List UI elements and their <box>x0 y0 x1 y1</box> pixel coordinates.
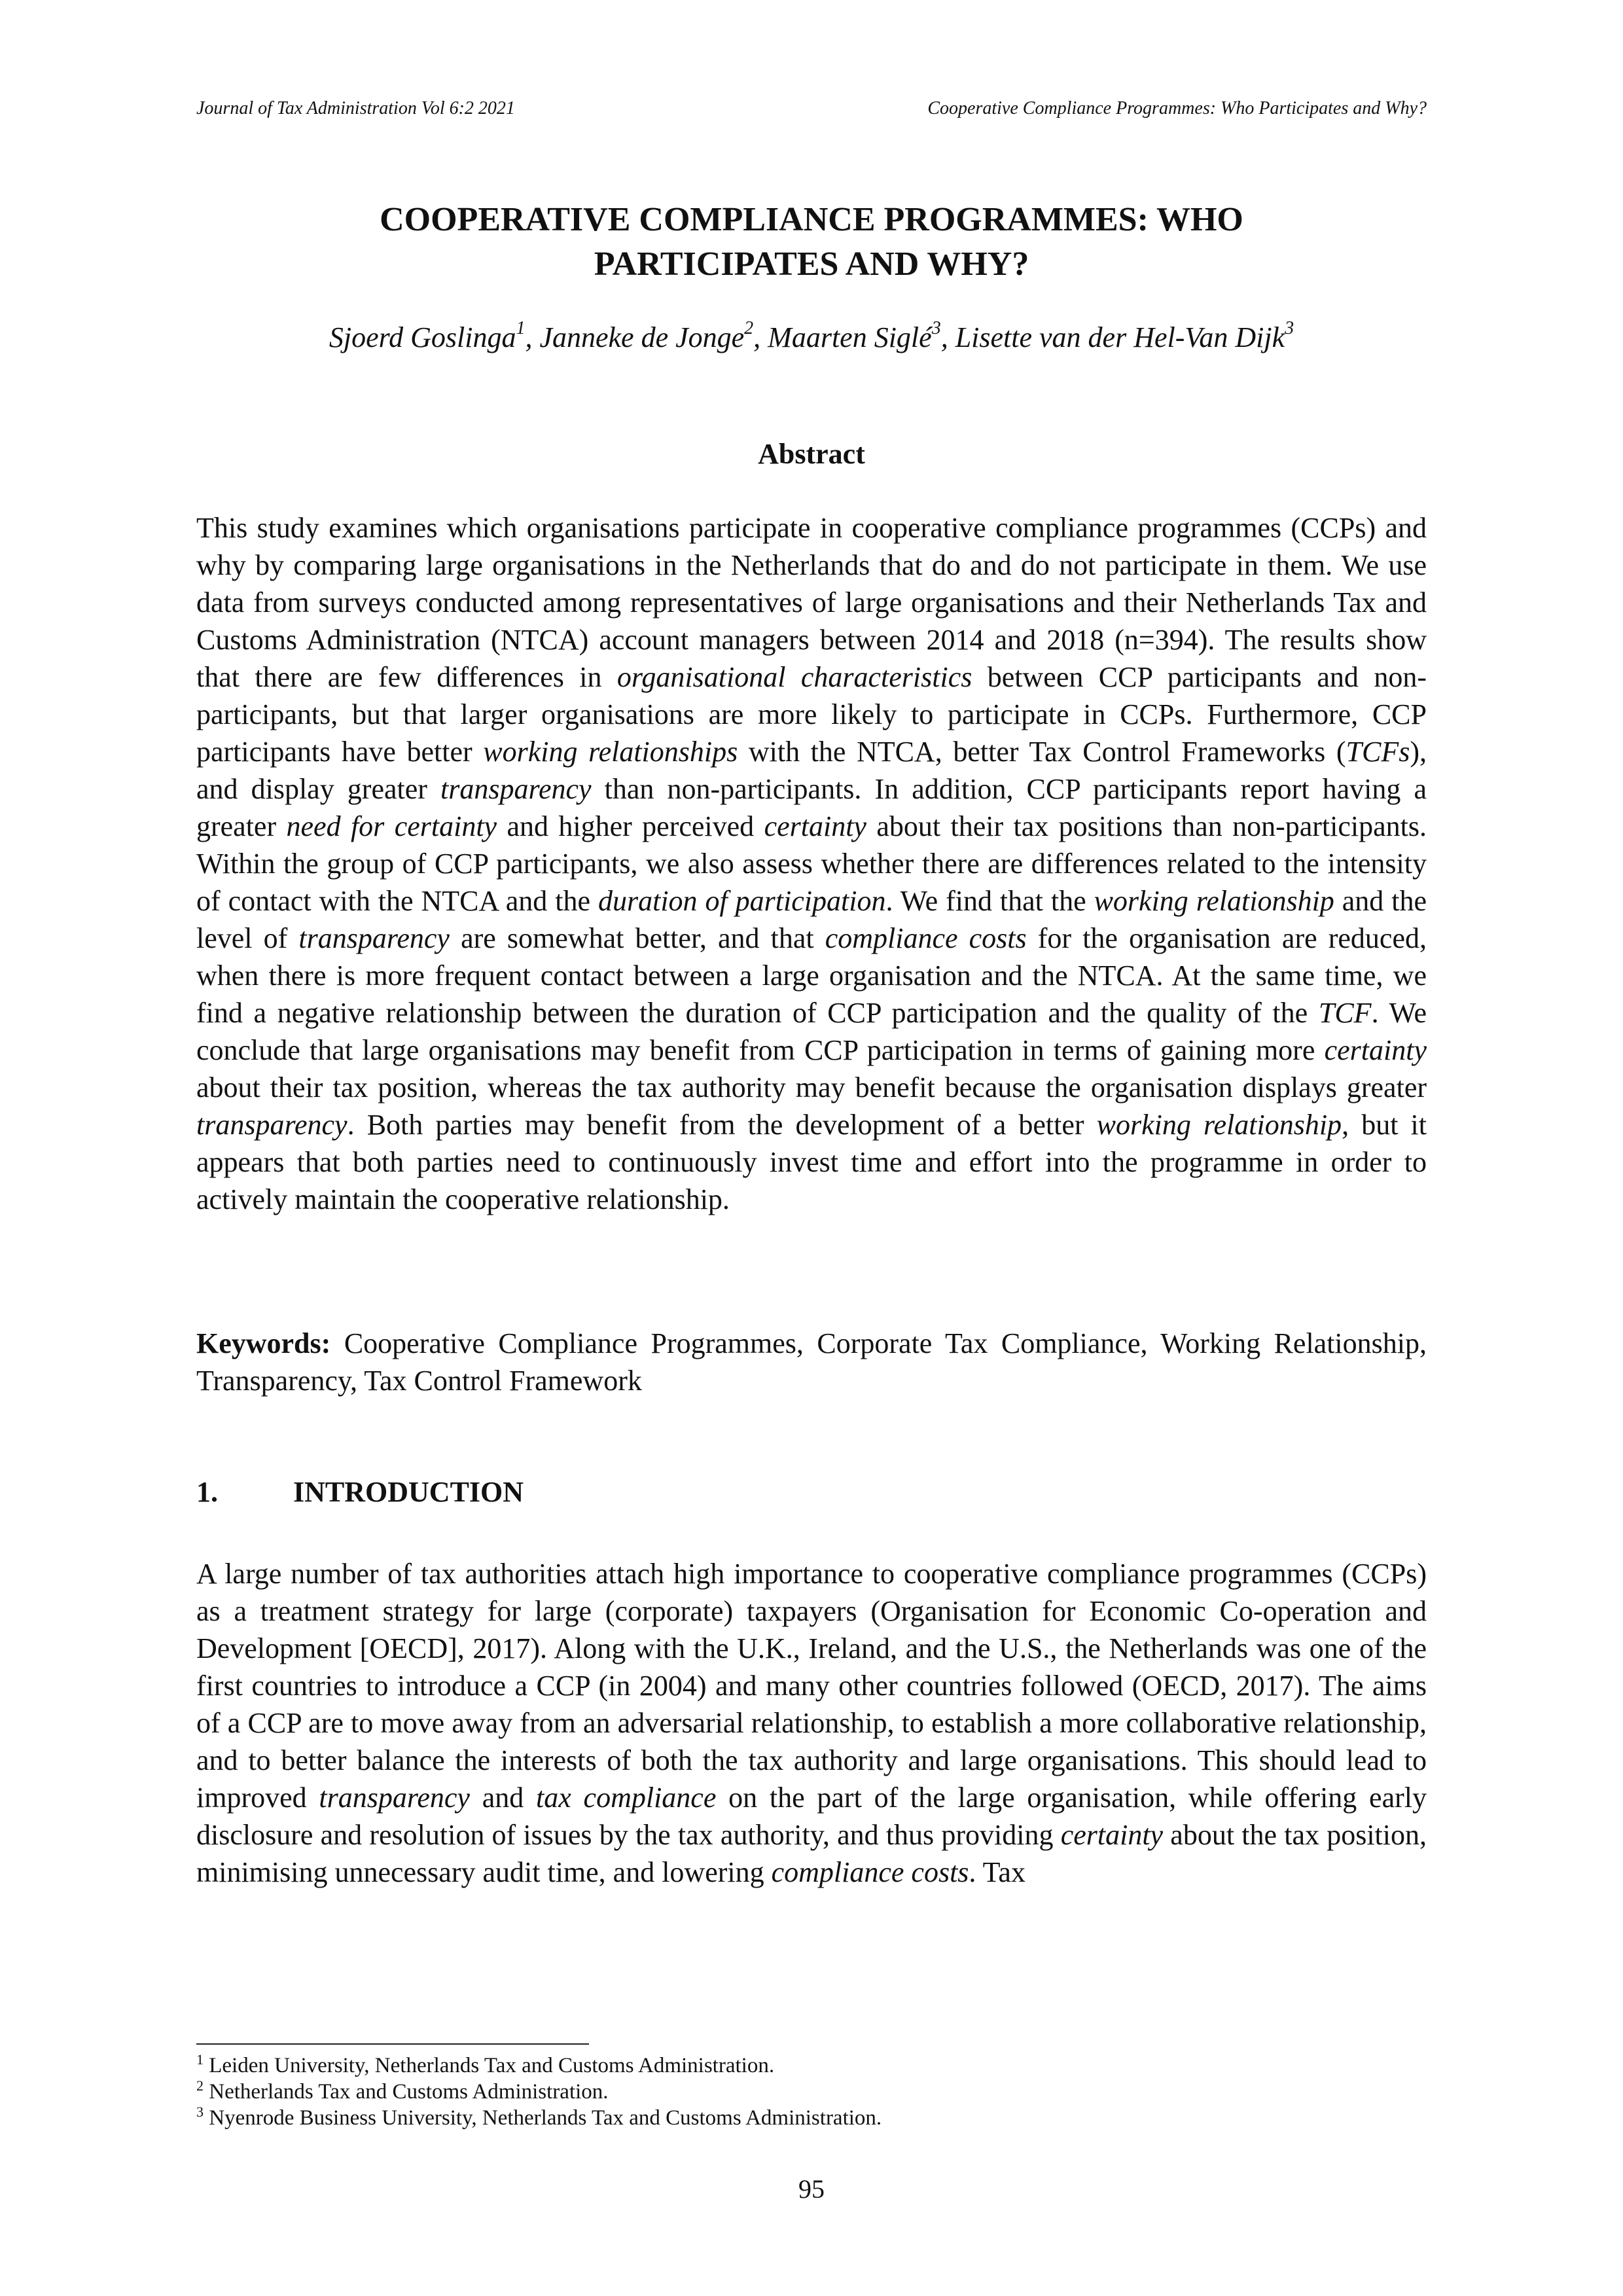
text-run: . We find that the <box>885 885 1094 917</box>
author <box>329 318 540 353</box>
footnote-marker: 1 <box>196 2051 204 2068</box>
footnote-text: Leiden University, Netherlands Tax and Customs Administration. <box>204 2054 775 2077</box>
text-run: , but it appears that both parties need to continuously invest time and effort into the programme in order to actively maintain the cooperative relationship. <box>196 1109 1427 1215</box>
emphasis-text: transparency <box>298 922 450 954</box>
emphasis-text: certainty <box>1324 1034 1427 1066</box>
author <box>768 318 955 353</box>
footnote-marker: 3 <box>196 2104 204 2120</box>
keywords-label: Keywords: <box>196 1327 331 1359</box>
keywords-text: Cooperative Compliance Programmes, Corporate Tax Compliance, Working Relationship, Transparency, Tax Control Framework <box>196 1327 1427 1397</box>
emphasis-text: working relationships <box>483 736 738 768</box>
text-run: between CCP participants and non-participants, but that larger organisations are more likely to participate in CCPs. Furthermore, CCP participants have better <box>196 661 1427 768</box>
emphasis-text: certainty <box>1060 1819 1164 1851</box>
journal-name: Journal of Tax Administration Vol 6:2 2021 <box>196 98 515 118</box>
footnote-text: Nyenrode Business University, Netherlands Tax and Customs Administration. <box>204 2106 882 2130</box>
emphasis-text: need for certainty <box>286 810 497 842</box>
author-list <box>196 319 1427 356</box>
author-name: Janneke de Jonge <box>539 321 745 353</box>
text-run: about their tax positions than non-participants. Within the group of CCP participants, we also assess whether there are differences related to the intensity of contact with the NTCA and the <box>196 810 1427 917</box>
text-run: with the NTCA, better Tax Control Frameworks ( <box>738 736 1346 768</box>
title-line-2: PARTICIPATES AND WHY? <box>594 245 1029 283</box>
text-run: . Tax <box>969 1856 1026 1888</box>
emphasis-text: transparency <box>196 1109 348 1141</box>
text-run: and <box>469 1782 537 1814</box>
author-affiliation-marker: 3 <box>1285 318 1294 338</box>
author-separator: , <box>940 321 955 353</box>
footnote-divider <box>196 2043 589 2045</box>
section-title: INTRODUCTION <box>293 1476 524 1508</box>
text-run: are somewhat better, and that <box>449 922 825 954</box>
footnote <box>196 2079 1427 2105</box>
text-run: than non-participants. In addition, CCP participants report having a greater <box>196 773 1427 842</box>
emphasis-text: organisational characteristics <box>616 661 972 693</box>
author-name: Maarten Siglé <box>768 321 932 353</box>
text-run: about their tax position, whereas the tax authority may benefit because the organisation displays greater <box>196 1071 1427 1103</box>
introduction-body <box>196 1555 1427 1891</box>
emphasis-text: working relationship <box>1094 885 1334 917</box>
author-affiliation-marker: 2 <box>744 318 754 338</box>
running-title: Cooperative Compliance Programmes: Who Participates and Why? <box>927 98 1427 118</box>
abstract-heading: Abstract <box>758 438 865 470</box>
emphasis-text: transparency <box>319 1782 470 1814</box>
author-name: Sjoerd Goslinga <box>329 321 516 353</box>
abstract-body <box>196 509 1427 1218</box>
text-run: . We conclude that large organisations may benefit from CCP participation in terms of gaining more <box>196 997 1427 1066</box>
text-run: on the part of the large organisation, while offering early disclosure and resolution of issues by the tax authority, and thus providing <box>196 1782 1427 1851</box>
text-run: ), and display greater <box>196 736 1427 805</box>
page-number: 95 <box>798 2174 825 2204</box>
emphasis-text: TCFs <box>1346 736 1410 768</box>
author <box>539 318 768 353</box>
section-heading <box>196 1474 1427 1511</box>
emphasis-text: duration of participation <box>597 885 886 917</box>
emphasis-text: TCF <box>1318 997 1372 1029</box>
emphasis-text: transparency <box>440 773 592 805</box>
keywords <box>196 1325 1427 1399</box>
emphasis-text: compliance costs <box>825 922 1027 954</box>
emphasis-text: compliance costs <box>771 1856 969 1888</box>
footnote-marker: 2 <box>196 2077 204 2094</box>
text-run: A large number of tax authorities attach high importance to cooperative compliance programmes (CCPs) as a treatment strategy for large (corporate) taxpayers (Organisation for Economic Co-operation and Development [OECD], 2017). Along with the U.K., Ireland, and the U.S., the Netherlands was one of the first countries to introduce a CCP (in 2004) and many other countries followed (OECD, 2017). The aims of a CCP are to move away from an adversarial relationship, to establish a more collaborative relationship, and to better balance the interests of both the tax authority and large organisations. This should lead to improved <box>196 1558 1427 1814</box>
text-run: This study examines which organisations participate in cooperative compliance programmes (CCPs) and why by comparing large organisations in the Netherlands that do and do not participate in them. We use data from surveys conducted among representatives of large organisations and their Netherlands Tax and Customs Administration (NTCA) account managers between 2014 and 2018 (n=394). The results show that there are few differences in <box>196 512 1427 693</box>
emphasis-text: working relationship <box>1096 1109 1342 1141</box>
title-line-1: COOPERATIVE COMPLIANCE PROGRAMMES: WHO <box>380 201 1243 238</box>
section-number: 1. <box>196 1476 218 1508</box>
text-run: . Both parties may benefit from the development of a better <box>347 1109 1097 1141</box>
footnote <box>196 2053 1427 2079</box>
footnote-text: Netherlands Tax and Customs Administration. <box>204 2080 609 2104</box>
text-run: about the tax position, minimising unnecessary audit time, and lowering <box>196 1819 1427 1888</box>
article-title <box>196 198 1427 287</box>
author <box>955 318 1294 353</box>
text-run: for the organisation are reduced, when there is more frequent contact between a large organisation and the NTCA. At the same time, we find a negative relationship between the duration of CCP participation and the quality of the <box>196 922 1427 1029</box>
text-run: and higher perceived <box>497 810 764 842</box>
author-separator: , <box>525 321 540 353</box>
emphasis-text: certainty <box>764 810 866 842</box>
footnotes <box>196 2053 1427 2131</box>
text-run: and the level of <box>196 885 1427 954</box>
author-affiliation-marker: 3 <box>931 318 941 338</box>
running-header <box>196 97 1427 120</box>
emphasis-text: tax compliance <box>536 1782 717 1814</box>
footnote <box>196 2105 1427 2131</box>
author-affiliation-marker: 1 <box>516 318 526 338</box>
author-name: Lisette van der Hel-Van Dijk <box>955 321 1285 353</box>
author-separator: , <box>753 321 768 353</box>
